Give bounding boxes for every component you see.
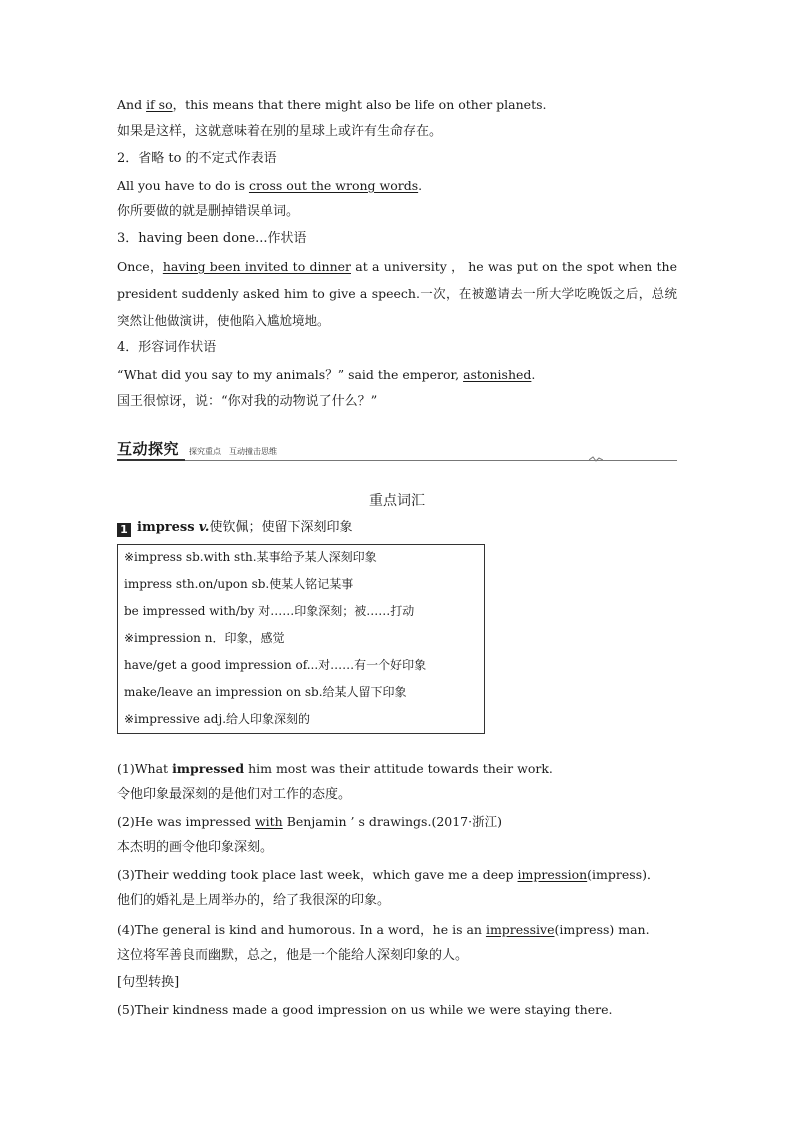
rule-notch-icon <box>589 455 603 463</box>
vocab-line: have/get a good impression of...对……有一个好印象 <box>124 658 427 672</box>
grammar-heading-4: 4．形容词作状语 <box>117 340 217 355</box>
underlined-phrase: having been invited to dinner <box>162 259 351 274</box>
word-heading <box>117 516 352 537</box>
text: him most was their attitude towards their work. <box>244 761 553 776</box>
example-1-en <box>117 761 553 777</box>
text: All you have to do is <box>117 178 249 193</box>
underlined-word: astonished <box>463 367 532 382</box>
text: ，this means that there might also be life on other planets. <box>172 97 547 112</box>
answer-blank: impression <box>517 867 588 882</box>
section-subtitle: 探究重点 互动撞击思维 <box>189 447 277 456</box>
part-of-speech: v. <box>198 520 210 535</box>
section-title-underline <box>117 459 185 461</box>
answer-blank: impressive <box>485 922 555 937</box>
vocab-line: be impressed with/by 对……印象深刻；被……打动 <box>124 604 415 618</box>
grammar-heading-2: 2．省略 to 的不定式作表语 <box>117 151 277 166</box>
bold-word: impressed <box>172 761 245 776</box>
key-vocabulary-title: 重点词汇 <box>369 493 425 509</box>
vocab-line: make/leave an impression on sb.给某人留下印象 <box>124 685 407 699</box>
word-number-badge: 1 <box>117 523 131 537</box>
example-5-en: (5)Their kindness made a good impression on us while we were staying there. <box>117 1002 613 1017</box>
example-2-zh: 本杰明的画令他印象深刻。 <box>117 840 274 855</box>
example-astonished-en <box>117 367 535 383</box>
vocab-line: impress sth.on/upon sb.使某人铭记某事 <box>124 577 354 591</box>
text: . <box>418 178 423 193</box>
text: (4)The general is kind and humorous. In a word，he is an <box>117 922 486 937</box>
example-if-so-en <box>117 97 547 113</box>
section-title: 互动探究 <box>117 440 180 458</box>
word-meaning: 使钦佩；使留下深刻印象 <box>209 520 353 535</box>
example-cross-out-zh: 你所要做的就是删掉错误单词。 <box>117 204 300 219</box>
text: (impress)． <box>587 867 660 882</box>
text: (2)He was impressed <box>117 814 255 829</box>
underlined-phrase: if so <box>146 97 173 112</box>
vocab-line: ※impressive adj.给人印象深刻的 <box>124 712 311 726</box>
example-astonished-zh: 国王很惊讶，说：“你对我的动物说了什么？” <box>117 394 378 409</box>
example-if-so-zh: 如果是这样，这就意味着在别的星球上或许有生命存在。 <box>117 124 443 139</box>
example-having-been-invited <box>117 253 677 334</box>
text: (impress) man. <box>554 922 650 937</box>
vocab-line: ※impress sb.with sth.某事给予某人深刻印象 <box>124 550 377 564</box>
example-4-zh: 这位将军善良而幽默，总之，他是一个能给人深刻印象的人。 <box>117 948 469 963</box>
grammar-heading-3: 3．having been done...作状语 <box>117 231 307 246</box>
text: “What did you say to my animals？” said the emperor, <box>117 367 464 382</box>
text: (3)Their wedding took place last week，which gave me a deep <box>117 867 518 882</box>
text: Benjamin ’ s drawings.(2017·浙江) <box>282 814 502 829</box>
underlined-phrase: cross out the wrong words <box>248 178 419 193</box>
answer-blank: with <box>254 814 283 829</box>
example-1-zh: 令他印象最深刻的是他们对工作的态度。 <box>117 787 352 802</box>
sentence-transform-label: [句型转换] <box>117 975 180 990</box>
text: Once， <box>117 259 163 274</box>
vocab-line: ※impression n．印象，感觉 <box>124 631 285 645</box>
text: (1)What <box>117 761 173 776</box>
text: at a university ， he was put on the spot when the president suddenly asked him to give a speech.一次，在被邀请去一所大学吃晚饭之后，总统突然让他做演讲，使他陷入尴尬境地。 <box>117 259 677 328</box>
example-4-en <box>117 922 650 938</box>
text: . <box>531 367 536 382</box>
example-3-en <box>117 867 659 883</box>
headword: impress <box>137 520 195 535</box>
example-3-zh: 他们的婚礼是上周举办的，给了我很深的印象。 <box>117 893 391 908</box>
example-cross-out-en <box>117 178 422 194</box>
section-header <box>117 438 677 464</box>
vocab-usage-box <box>117 544 485 734</box>
text: And <box>117 97 147 112</box>
example-2-en <box>117 814 502 830</box>
